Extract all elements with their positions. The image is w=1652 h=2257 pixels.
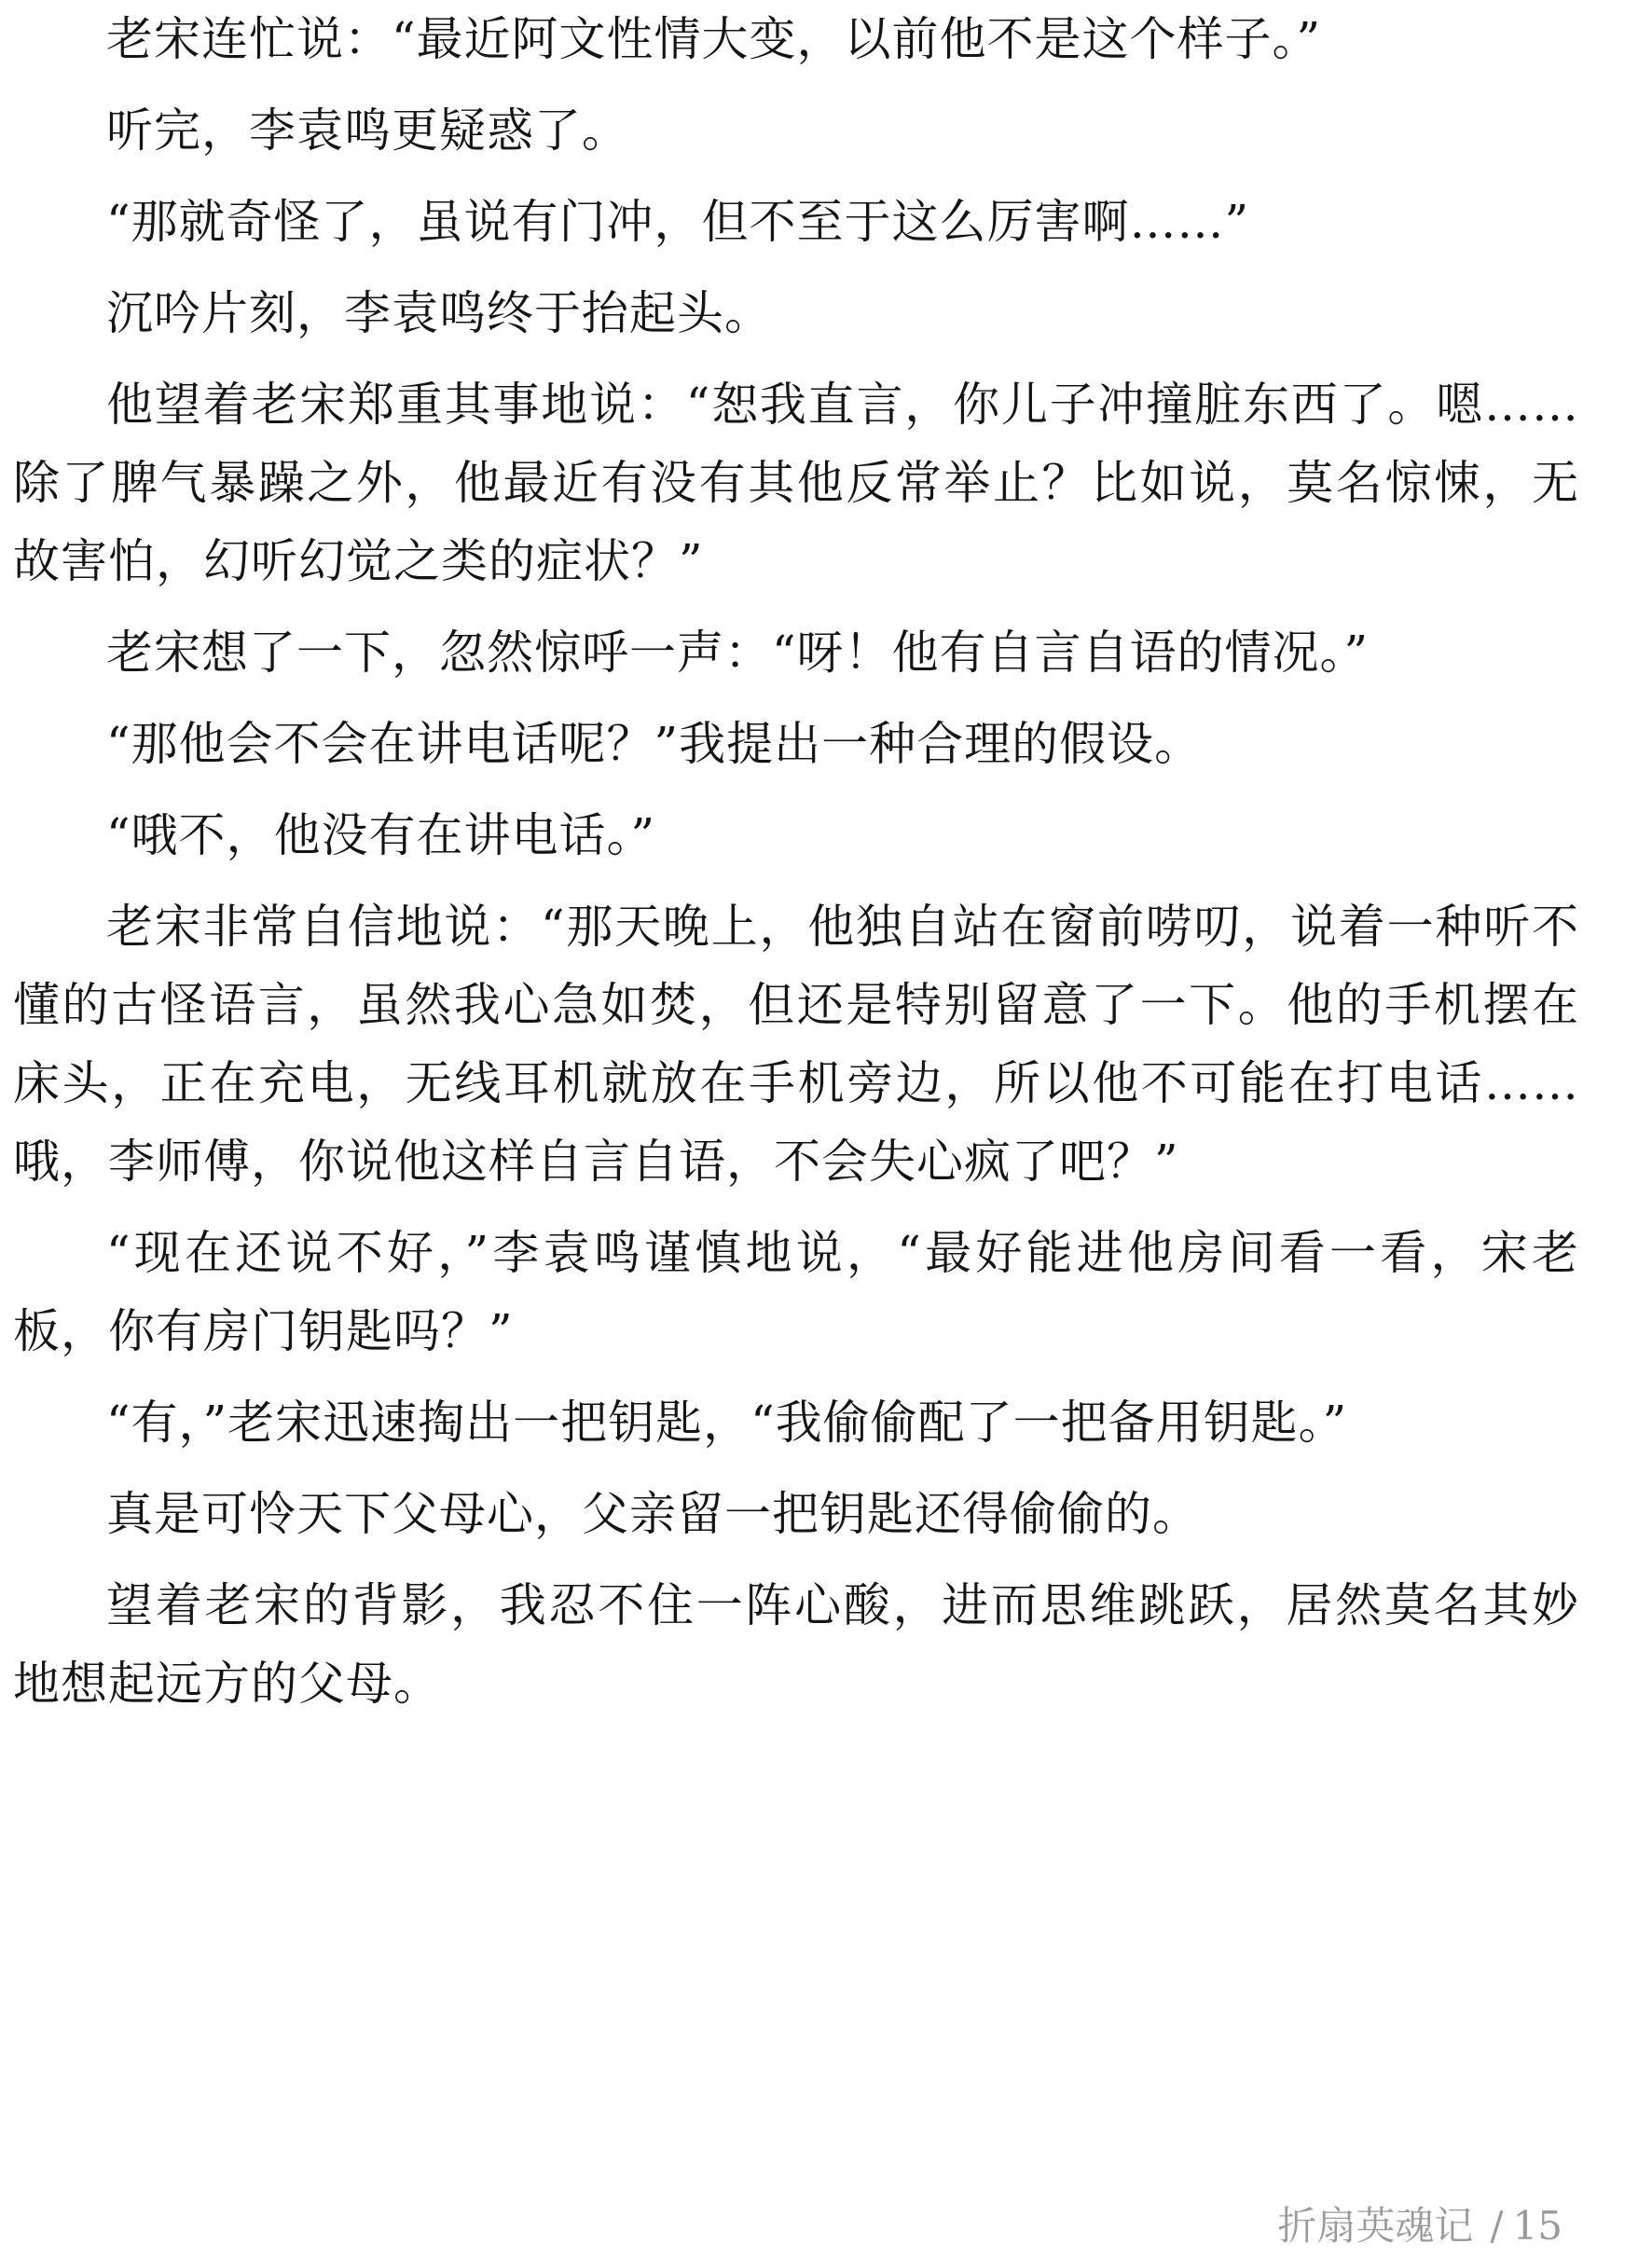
paragraph: “有，”老宋迅速掏出一把钥匙，“我偷偷配了一把备用钥匙。” bbox=[106, 1396, 1348, 1450]
paragraph: 听完，李袁鸣更疑惑了。 bbox=[106, 103, 629, 158]
paragraph: “哦不，他没有在讲电话。” bbox=[106, 808, 656, 862]
page-footer bbox=[1277, 2198, 1563, 2254]
paragraph: 望着老宋的背影，我忍不住一阵心酸，进而思维跳跃，居然莫名其妙地想起远方的父母。 bbox=[13, 1578, 1579, 1711]
body-text bbox=[13, 0, 1579, 1736]
page-number: 15 bbox=[1512, 2203, 1563, 2249]
paragraph: 沉吟片刻，李袁鸣终于抬起头。 bbox=[106, 286, 772, 340]
paragraph: “那就奇怪了，虽说有门冲，但不至于这么厉害啊……” bbox=[106, 195, 1250, 249]
paragraph: 老宋连忙说：“最近阿文性情大变，以前他不是这个样子。” bbox=[106, 12, 1322, 66]
paragraph: 真是可怜天下父母心，父亲留一把钥匙还得偷偷的。 bbox=[106, 1487, 1200, 1541]
paragraph: “那他会不会在讲电话呢？”我提出一种合理的假设。 bbox=[106, 717, 1203, 771]
paragraph: “现在还说不好，”李袁鸣谨慎地说，“最好能进他房间看一看，宋老板，你有房门钥匙吗？” bbox=[13, 1226, 1579, 1358]
paragraph: 老宋非常自信地说：“那天晚上，他独自站在窗前唠叨，说着一种听不懂的古怪语言，虽然我心急如焚，但还是特别留意了一下。他的手机摆在床头，正在充电，无线耳机就放在手机旁边，所以他不可能在打电话……哦，李师傅，你说他这样自言自语，不会失心疯了吧？” bbox=[13, 900, 1579, 1189]
paragraph: 老宋想了一下，忽然惊呼一声：“呀！他有自言自语的情况。” bbox=[106, 626, 1370, 680]
page-separator: / bbox=[1490, 2203, 1504, 2249]
paragraph: 他望着老宋郑重其事地说：“恕我直言，你儿子冲撞脏东西了。嗯……除了脾气暴躁之外，他最近有没有其他反常举止？比如说，莫名惊悚，无故害怕，幻听幻觉之类的症状？” bbox=[13, 378, 1579, 588]
book-title: 折扇英魂记 bbox=[1277, 2203, 1474, 2249]
